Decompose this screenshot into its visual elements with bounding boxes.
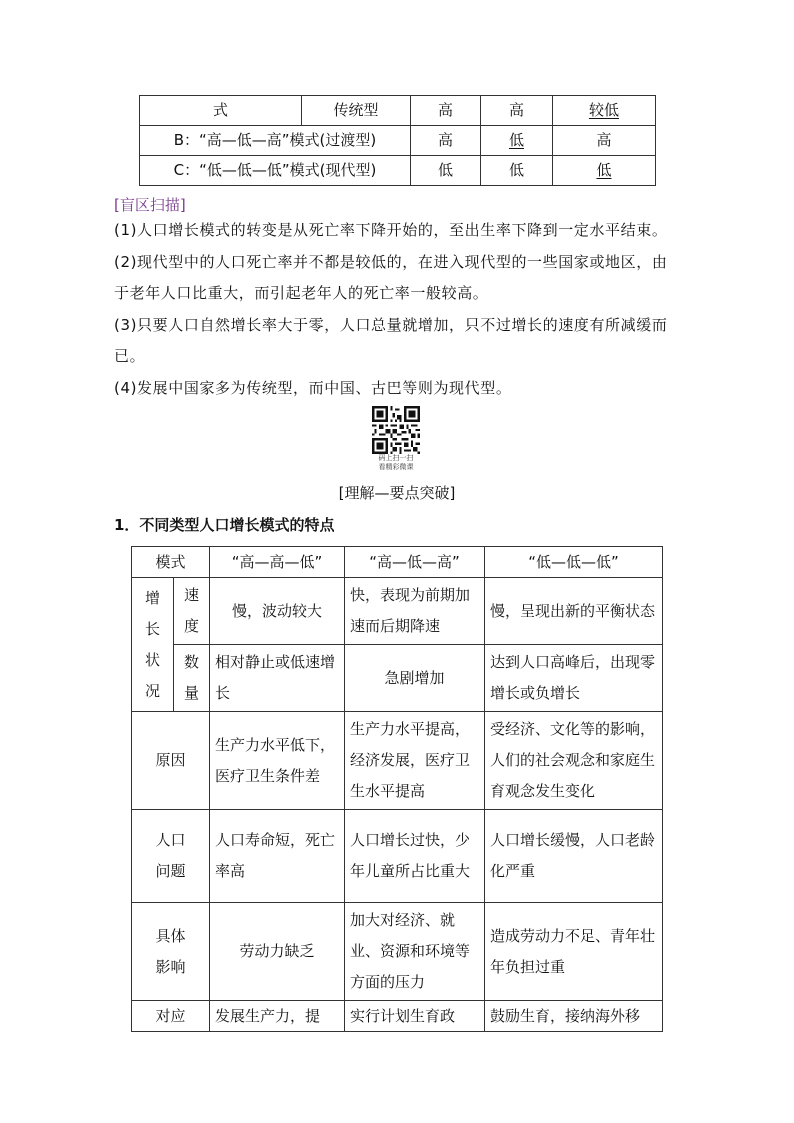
table-row: [132, 712, 663, 810]
table-row: [132, 903, 663, 1001]
table-row: [140, 96, 656, 126]
header-high-high-low: “高—高—低”: [210, 547, 345, 578]
reason-a: 生产力水平低下，医疗卫生条件差: [210, 712, 345, 810]
measure-label: 对应: [132, 1001, 210, 1032]
impact-b: 加大对经济、就业、资源和环境等方面的压力: [345, 903, 485, 1001]
scan-item-2: (2)现代型中的人口死亡率并不都是较低的，在进入现代型的一些国家或地区，由于老年人口比重大，而引起老年人的死亡率一般较高。: [114, 253, 668, 302]
impact-label: [132, 903, 210, 1001]
cell-mode-b: B：“高—低—高”模式(过渡型): [140, 126, 411, 156]
growth-status-char: 增: [144, 588, 160, 607]
problem-label: [132, 810, 210, 903]
cell-death: 高: [481, 96, 553, 126]
problem-c: 人口增长缓慢，人口老龄化严重: [485, 810, 663, 903]
quantity-a: 相对静止或低速增长: [210, 645, 345, 712]
speed-char: 度: [184, 617, 200, 635]
scan-item-3: (3)只要人口自然增长率大于零，人口总量就增加，只不过增长的速度有所减缓而已。: [114, 316, 668, 365]
impact-label-line-1: 具体: [155, 926, 186, 945]
speed-char: 速: [184, 586, 200, 604]
growth-status-label: [132, 578, 174, 712]
qr-code-icon[interactable]: [372, 406, 420, 454]
impact-c: 造成劳动力不足、青年壮年负担过重: [485, 903, 663, 1001]
table-row: [132, 645, 663, 712]
header-low-low-low: “低—低—低”: [485, 547, 663, 578]
measure-b: 实行计划生育政: [345, 1001, 485, 1032]
table-header-row: [132, 547, 663, 578]
qr-caption: [360, 454, 432, 472]
cell-mode-a: 式: [140, 96, 302, 126]
quantity-label: [174, 645, 210, 712]
heading-1: 1．不同类型人口增长模式的特点: [114, 516, 335, 534]
quantity-c: 达到人口高峰后，出现零增长或负增长: [485, 645, 663, 712]
qr-caption-line-2: 看精彩微课: [378, 463, 414, 471]
table-row: [140, 156, 656, 186]
cell-mode-a-type: 传统型: [302, 96, 411, 126]
growth-status-char: 状: [144, 650, 160, 669]
table-row: [140, 126, 656, 156]
table-row: [132, 810, 663, 903]
table-row: [132, 578, 663, 645]
cell-birth: 低: [411, 156, 481, 186]
table-row: [132, 1001, 663, 1032]
quantity-b: 急剧增加: [345, 645, 485, 712]
growth-status-char: 长: [144, 619, 160, 638]
growth-mode-table-top: [139, 95, 656, 186]
cell-growth: 高: [553, 126, 656, 156]
problem-a: 人口寿命短，死亡率高: [210, 810, 345, 903]
quantity-char: 数: [184, 653, 200, 671]
measure-a: 发展生产力，提: [210, 1001, 345, 1032]
growth-mode-features-table: [131, 546, 663, 1032]
reason-c: 受经济、文化等的影响，人们的社会观念和家庭生育观念发生变化: [485, 712, 663, 810]
cell-growth: 低: [553, 156, 656, 186]
cell-mode-c: C：“低—低—低”模式(现代型): [140, 156, 411, 186]
impact-label-line-2: 影响: [155, 957, 186, 976]
scan-item-1: (1)人口增长模式的转变是从死亡率下降开始的，至出生率下降到一定水平结束。: [114, 221, 668, 239]
reason-label: 原因: [132, 712, 210, 810]
speed-c: 慢，呈现出新的平衡状态: [485, 578, 663, 645]
reason-b: 生产力水平提高，经济发展，医疗卫生水平提高: [345, 712, 485, 810]
speed-label: [174, 578, 210, 645]
cell-birth: 高: [411, 96, 481, 126]
header-high-low-high: “高—低—高”: [345, 547, 485, 578]
quantity-char: 量: [184, 684, 200, 702]
scan-item-4: (4)发展中国家多为传统型，而中国、古巴等则为现代型。: [114, 379, 512, 397]
qr-caption-line-1: 码上扫一扫: [378, 454, 414, 462]
cell-growth: 较低: [553, 96, 656, 126]
problem-label-line-2: 问题: [155, 862, 186, 880]
cell-death: 低: [481, 126, 553, 156]
section-title: [理解—要点突破]: [338, 484, 456, 502]
header-mode: 模式: [132, 547, 210, 578]
problem-label-line-1: 人口: [155, 831, 186, 849]
speed-b: 快，表现为前期加速而后期降速: [345, 578, 485, 645]
measure-c: 鼓励生育，接纳海外移: [485, 1001, 663, 1032]
growth-status-char: 况: [144, 681, 160, 700]
impact-a: 劳动力缺乏: [210, 903, 345, 1001]
blind-spot-scan-label: [盲区扫描]: [114, 196, 186, 214]
cell-death: 低: [481, 156, 553, 186]
cell-birth: 高: [411, 126, 481, 156]
speed-a: 慢，波动较大: [210, 578, 345, 645]
problem-b: 人口增长过快，少年儿童所占比重大: [345, 810, 485, 903]
